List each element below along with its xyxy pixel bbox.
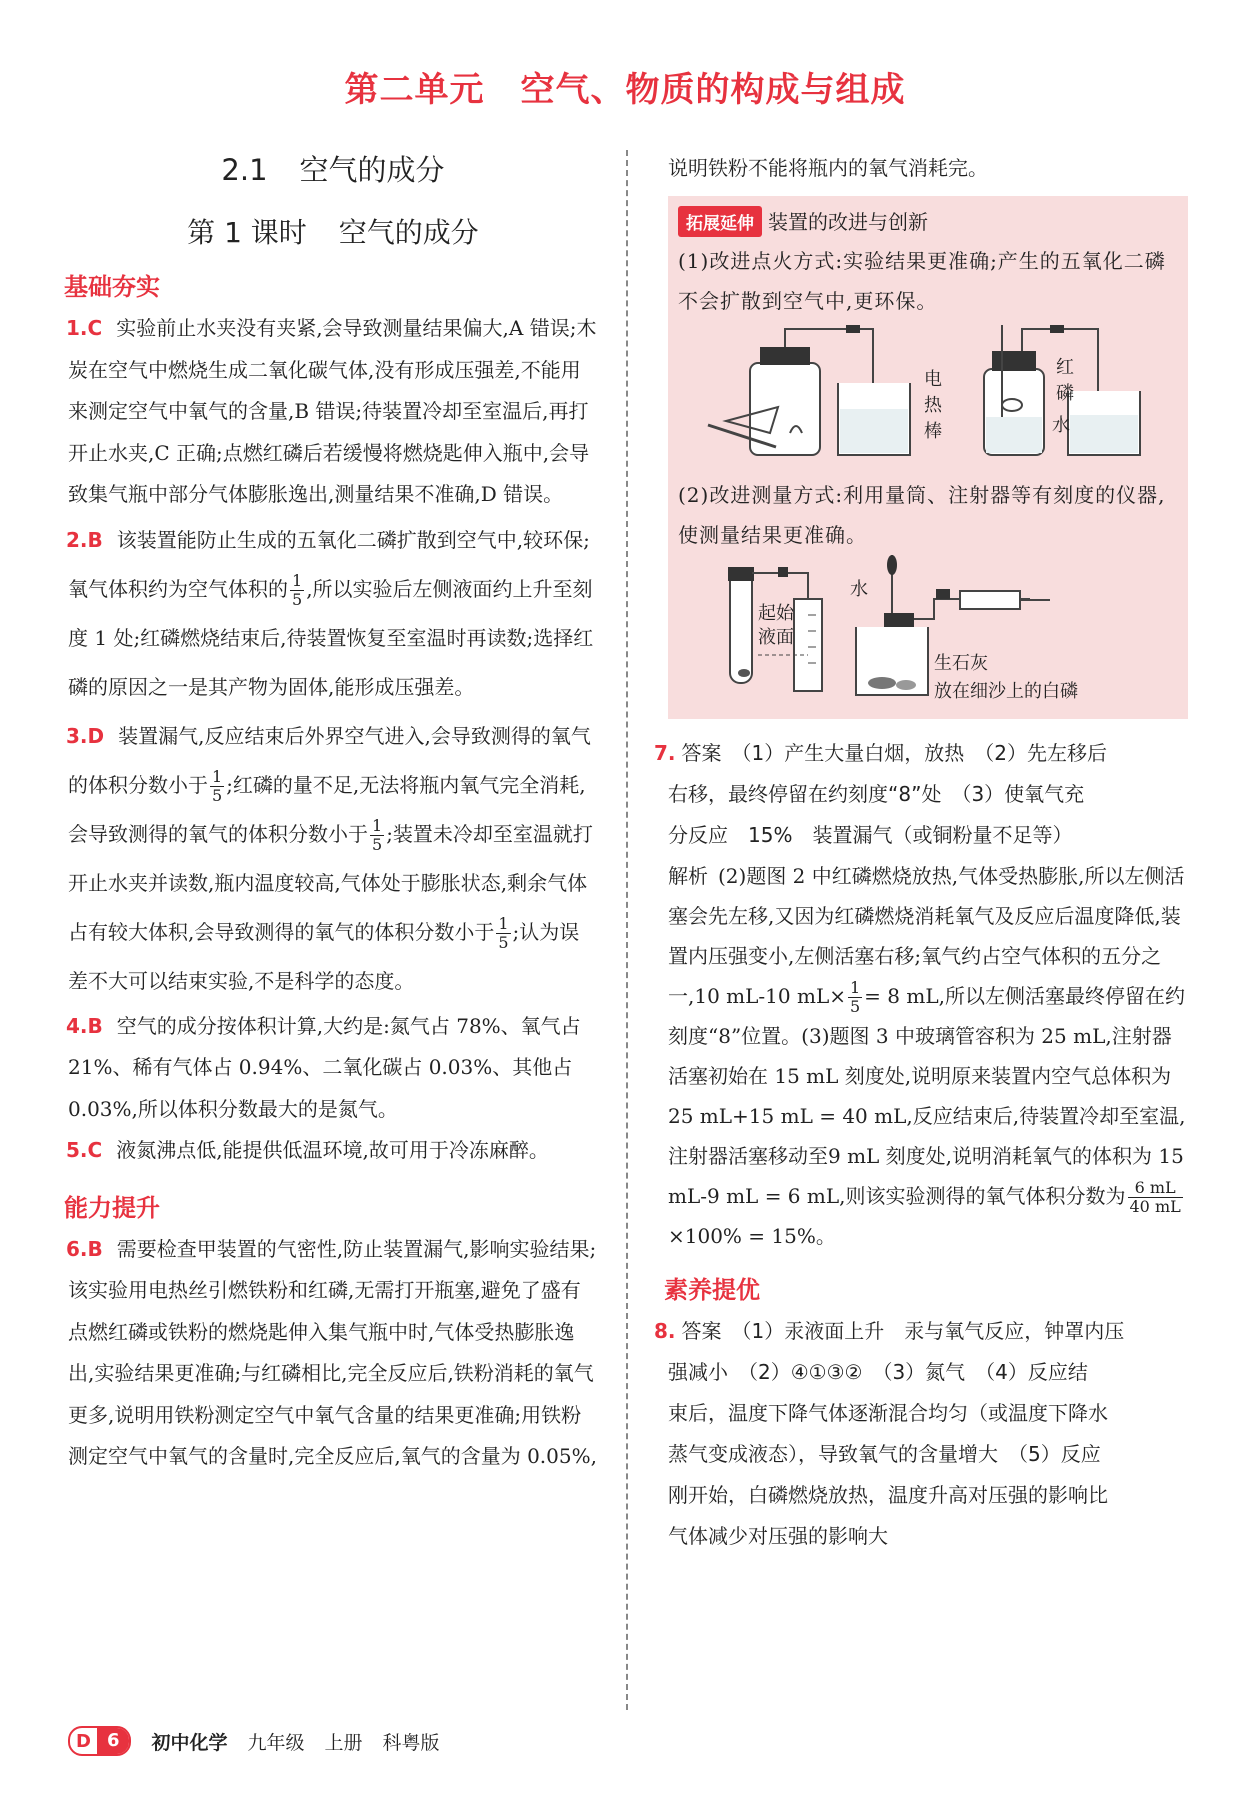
extension-title: 装置的改进与创新 — [768, 209, 928, 234]
item-6-continuation: 说明铁粉不能将瓶内的氧气消耗完。 — [668, 156, 988, 180]
item-text-b: ;红磷的量不足,无法将瓶内氧气完全消耗,会导致测得的氧气的体积分数小于 — [68, 772, 586, 846]
answer-line: 强减小 （2）④①③② （3）氮气 （4）反应结 — [668, 1359, 1088, 1384]
apparatus-figure-1 — [678, 321, 1168, 471]
answer-line: 右移，最终停留在约刻度“8”处 （3）使氧气充 — [668, 781, 1085, 806]
item-text: 空气的成分按体积计算,大约是:氮气占 78%、氧气占 21%、稀有气体占 0.94%、二氧化碳占 0.03%、其他占 0.03%,所以体积分数最大的是氮气。 — [68, 1013, 581, 1121]
page-footer — [68, 1726, 440, 1756]
answer-item-6 — [68, 1229, 598, 1478]
label-red: 红 — [1056, 356, 1074, 378]
page-number: 6 — [97, 1728, 130, 1754]
explanation-text-b: = 8 mL,所以左侧活塞最终停留在约刻度“8”位置。(3)题图 3 中玻璃管容积为 25 mL,注射器活塞初始在 15 mL 刻度处,说明原来装置内空气总体积为 25 mL+15 mL = 40 mL,反应结束后,待装置冷却至室温,注射器活塞移动至9 mL 刻度处,说明消耗氧气的体积为 15 mL-9 mL = 6 mL,则该实验测得的氧气体积分数为 — [668, 983, 1186, 1208]
answer-line: 刚开始，白磷燃烧放热，温度升高对压强的影响比 — [668, 1482, 1108, 1507]
item-text-d: ;认为误差不大可以结束实验,不是科学的态度。 — [68, 919, 580, 993]
fraction-one-fifth: $\frac{1}{5}$ — [498, 913, 509, 952]
label-water-2: 水 — [850, 578, 868, 600]
unit-name: 空气、物质的构成与组成 — [520, 70, 906, 110]
section-number: 2.1 — [221, 153, 268, 187]
lesson-heading — [68, 211, 598, 251]
page-badge — [68, 1726, 131, 1756]
label-start-1: 起始 — [758, 602, 794, 624]
answer-item-5 — [68, 1130, 598, 1172]
label-electric: 电 — [924, 368, 942, 390]
answer-item-2 — [68, 516, 598, 712]
answer-line: 气体减少对压强的影响大 — [668, 1523, 888, 1548]
category-basic: 基础夯实 — [64, 273, 160, 301]
answer-item-4 — [68, 1006, 598, 1131]
item-number: 4.B — [66, 1013, 103, 1038]
footer-grade: 九年级 — [247, 1731, 305, 1754]
footer-volume: 上册 — [324, 1731, 363, 1754]
item-number: 6.B — [66, 1236, 103, 1261]
item-number: 1.C — [66, 316, 103, 340]
footer-edition: 科粤版 — [382, 1731, 440, 1754]
fraction-one-fifth: $\frac{1}{5}$ — [292, 570, 303, 609]
category-ability: 能力提升 — [64, 1193, 160, 1222]
extension-point-1: (1)改进点火方式:实验结果更准确;产生的五氧化二磷不会扩散到空气中,更环保。 — [678, 248, 1166, 313]
extension-tag: 拓展延伸 — [678, 206, 762, 237]
unit-title — [0, 62, 1250, 111]
lesson-number: 第 1 课时 — [187, 216, 307, 249]
unit-number: 第二单元 — [344, 70, 485, 110]
fraction-one-fifth: $\frac{1}{5}$ — [372, 815, 383, 854]
item-number: 2.B — [66, 527, 103, 552]
answer-item-8 — [654, 1311, 1188, 1557]
explanation — [668, 856, 1188, 1256]
answer-item-1 — [68, 308, 598, 516]
answer-line: 答案 （1）汞液面上升 汞与氧气反应，钟罩内压 — [681, 1318, 1125, 1343]
answer-line: 束后，温度下降气体逐渐混合均匀（或温度下降水 — [668, 1400, 1108, 1425]
left-column — [64, 148, 598, 1478]
explanation-text-a: (2)题图 2 中红磷燃烧放热,气体受热膨胀,所以左侧活塞会先左移,又因为红磷燃烧消耗氧气及反应后温度降低,装置内压强变小,左侧活塞右移;氧气约占空气体积的五分之一,10 mL-10 mL× — [668, 863, 1185, 1008]
section-heading — [68, 148, 598, 189]
fraction-one-fifth: $\frac{1}{5}$ — [849, 977, 861, 1016]
item-number: 8. — [654, 1318, 676, 1343]
right-column — [654, 148, 1188, 1557]
answer-item-3 — [68, 712, 598, 1006]
fraction-one-fifth: $\frac{1}{5}$ — [212, 766, 223, 805]
extension-box — [668, 196, 1188, 719]
explanation-label: 解析 — [668, 863, 708, 888]
item-text-a: 该装置能防止生成的五氧化二磷扩散到空气中,较环保;氧气体积约为空气体积的 — [68, 527, 590, 601]
item-text: 实验前止水夹没有夹紧,会导致测量结果偏大,A 错误;木炭在空气中燃烧生成二氧化碳气体,没有形成压强差,不能用来测定空气中氧气的含量,B 错误;待装置冷却至室温后,再打开止水夹,C 正确;点燃红磷后若缓慢将燃烧匙伸入瓶中,会导致集气瓶中部分气体膨胀逸出,测量结果不准确,D 错误。 — [68, 316, 597, 506]
label-heat: 热 — [924, 394, 942, 416]
section-title: 空气的成分 — [299, 153, 445, 187]
apparatus-figure-2 — [678, 555, 1168, 705]
label-start-2: 液面 — [758, 626, 794, 648]
extension-point-2: (2)改进测量方式:利用量筒、注射器等有刻度的仪器,使测量结果更准确。 — [678, 482, 1166, 547]
answer-item-7 — [654, 733, 1188, 1256]
label-rod: 棒 — [924, 420, 942, 442]
footer-subject: 初中化学 — [151, 1731, 228, 1754]
column-divider — [626, 150, 628, 1710]
label-white-phosphorus: 放在细沙上的白磷 — [934, 680, 1078, 702]
item-number: 5.C — [66, 1138, 103, 1162]
series-letter: D — [76, 1730, 91, 1752]
item-number: 7. — [654, 740, 676, 765]
answer-line: 答案 （1）产生大量白烟，放热 （2）先左移后 — [681, 740, 1107, 765]
item-text-a: 装置漏气,反应结束后外界空气进入,会导致测得的氧气的体积分数小于 — [68, 723, 591, 797]
answer-line: 分反应 15% 装置漏气（或铜粉量不足等） — [668, 822, 1073, 847]
answer-line: 蒸气变成液态），导致氧气的含量增大 （5）反应 — [668, 1441, 1101, 1466]
item-number: 3.D — [66, 723, 105, 748]
item-text-c: ;装置未冷却至室温就打开止水夹并读数,瓶内温度较高,气体处于膨胀状态,剩余气体占有较大体积,会导致测得的氧气的体积分数小于 — [68, 821, 593, 944]
category-literacy: 素养提优 — [664, 1275, 760, 1304]
label-water: 水 — [1052, 414, 1070, 436]
item-text-b: ,所以实验后左侧液面约上升至刻度 1 处;红磷燃烧结束后,待装置恢复至室温时再读数;选择红磷的原因之一是其产物为固体,能形成压强差。 — [68, 576, 594, 699]
lesson-title: 空气的成分 — [338, 216, 479, 249]
label-phosphorus: 磷 — [1056, 382, 1074, 404]
fraction-6-40: $\frac{6 mL}{40 mL}$ — [1129, 1177, 1181, 1216]
item-text: 液氮沸点低,能提供低温环境,故可用于冷冻麻醉。 — [116, 1138, 549, 1162]
item-text: 需要检查甲装置的气密性,防止装置漏气,影响实验结果;该实验用电热丝引燃铁粉和红磷,无需打开瓶塞,避免了盛有点燃红磷或铁粉的燃烧匙伸入集气瓶中时,气体受热膨胀逸出,实验结果更准确;与红磷相比,完全反应后,铁粉消耗的氧气更多,说明用铁粉测定空气中氧气含量的结果更准确;用铁粉测定空气中氧气的含量时,完全反应后,氧气的含量为 0.05%, — [68, 1236, 597, 1468]
label-quicklime: 生石灰 — [934, 652, 988, 674]
explanation-text-c: ×100% = 15%。 — [668, 1223, 836, 1248]
